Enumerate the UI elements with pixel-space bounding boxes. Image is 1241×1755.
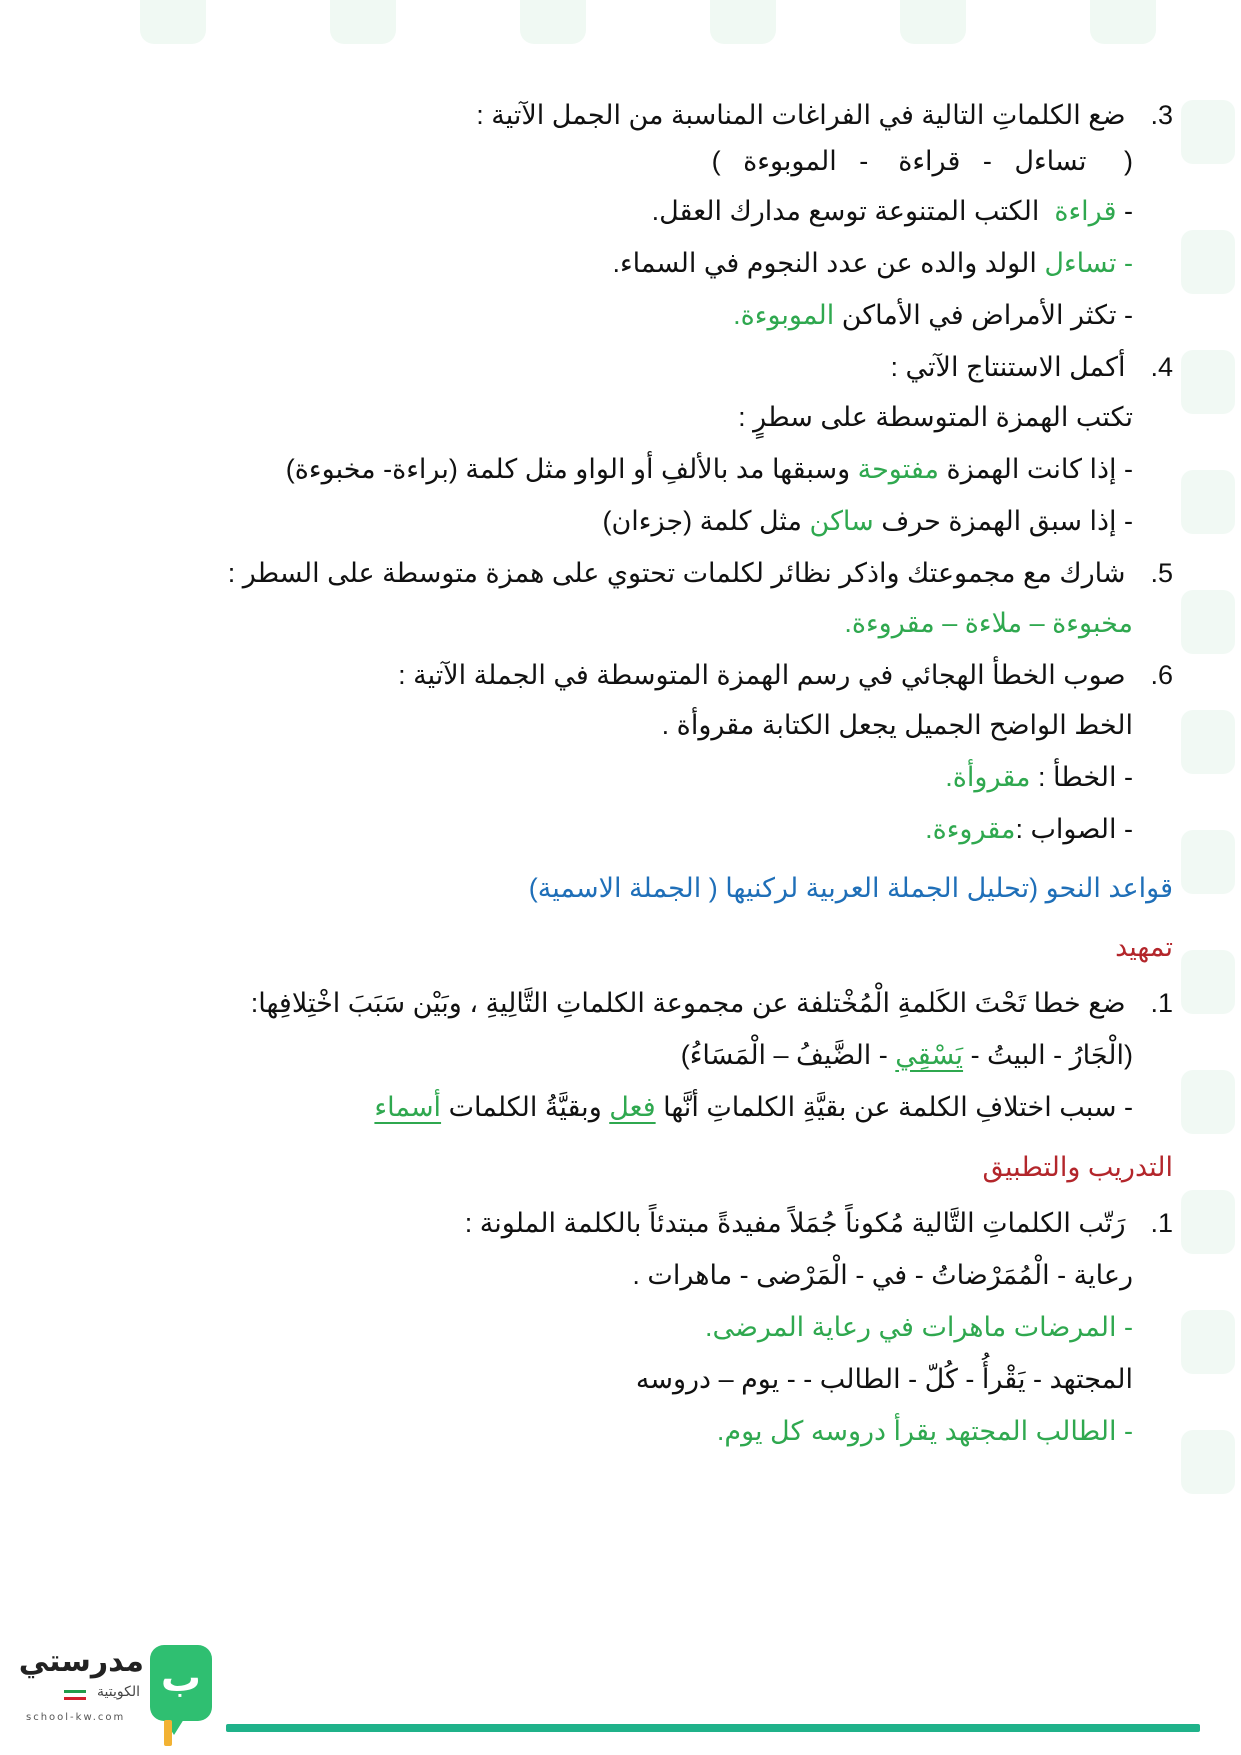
word-choices: ( تساءل - قراءة - الموبوءة ) [711,146,1133,176]
words-line: المجتهد - يَقْرأُ - كُلّ - الطالب - - يوم – دروسه [635,1364,1133,1394]
answer-line: - قراءة الكتب المتنوعة توسع مدارك العقل. [651,196,1133,226]
question-1-practice: 1. رَتّب الكلماتِ التَّالية مُكوناً جُمَلاً مفيدةً مبتدئاً بالكلمة الملونة : [464,1208,1173,1238]
logo-pencil-icon [164,1720,172,1746]
answer-line: - الصواب :مقروءة. [925,814,1133,844]
answer-line: - الخطأ : مقروأة. [945,762,1133,792]
kuwait-flag-icon [64,1690,86,1700]
watermark-side [1171,80,1241,1680]
logo-icon: ب [150,1645,212,1721]
logo-name: مدرستي [18,1644,144,1679]
sentence-line: الخط الواضح الجميل يجعل الكتابة مقروأة . [661,710,1133,740]
answer-line: - الطالب المجتهد يقرأ دروسه كل يوم. [716,1416,1133,1446]
rule-line: - إذا كانت الهمزة مفتوحة وسبقها مد بالألفِ أو الواو مثل كلمة (براءة- مخبوءة) [285,454,1133,484]
answer-line: - تكثر الأمراض في الأماكن الموبوءة. [733,300,1133,330]
section-heading: قواعد النحو (تحليل الجملة العربية لركنيها ( الجملة الاسمية) [528,873,1173,903]
watermark-strip [0,0,1241,60]
question-5: 5. شارك مع مجموعتك واذكر نظائر لكلمات تحتوي على همزة متوسطة على السطر : [227,558,1173,588]
answer-line: مخبوءة – ملاءة – مقروءة. [844,608,1133,638]
footer-divider [226,1724,1200,1732]
question-3: 3. ضع الكلماتِ التالية في الفراغات المناسبة من الجمل الآتية : [476,100,1173,130]
reason-line: - سبب اختلافِ الكلمة عن بقيَّةِ الكلماتِ أنَّها فعل وبقيَّةُ الكلمات أسماء [374,1092,1133,1122]
answer-line: - المرضات ماهرات في رعاية المرضى. [705,1312,1133,1342]
sub-heading: التدريب والتطبيق [982,1152,1173,1182]
logo-subtitle: الكويتية [97,1684,140,1700]
rule-text: تكتب الهمزة المتوسطة على سطرٍ : [738,402,1133,432]
words-line: رعاية - الْمُمَرْضاتُ - في - الْمَرْضى - ماهرات . [632,1260,1133,1290]
question-1: 1. ضع خطا تَحْتَ الكَلمةِ الْمُخْتلفة عن مجموعة الكلماتِ التَّالِيةِ ، وبَيْن سَبَبَ اخْتِلافِها: [250,988,1173,1018]
sub-heading: تمهيد [1115,932,1173,962]
words-line: (الْجَارُ - البيتُ - يَسْقِي - الضَّيفُ – الْمَسَاءُ) [680,1040,1133,1070]
rule-line: - إذا سبق الهمزة حرف ساكن مثل كلمة (جزءان) [602,506,1133,536]
question-4: 4. أكمل الاستنتاج الآتي : [890,352,1173,382]
answer-line: - تساءل الولد والده عن عدد النجوم في السماء. [612,248,1133,278]
question-6: 6. صوب الخطأ الهجائي في رسم الهمزة المتوسطة في الجملة الآتية : [398,660,1173,690]
logo-url: school-kw.com [26,1712,126,1723]
